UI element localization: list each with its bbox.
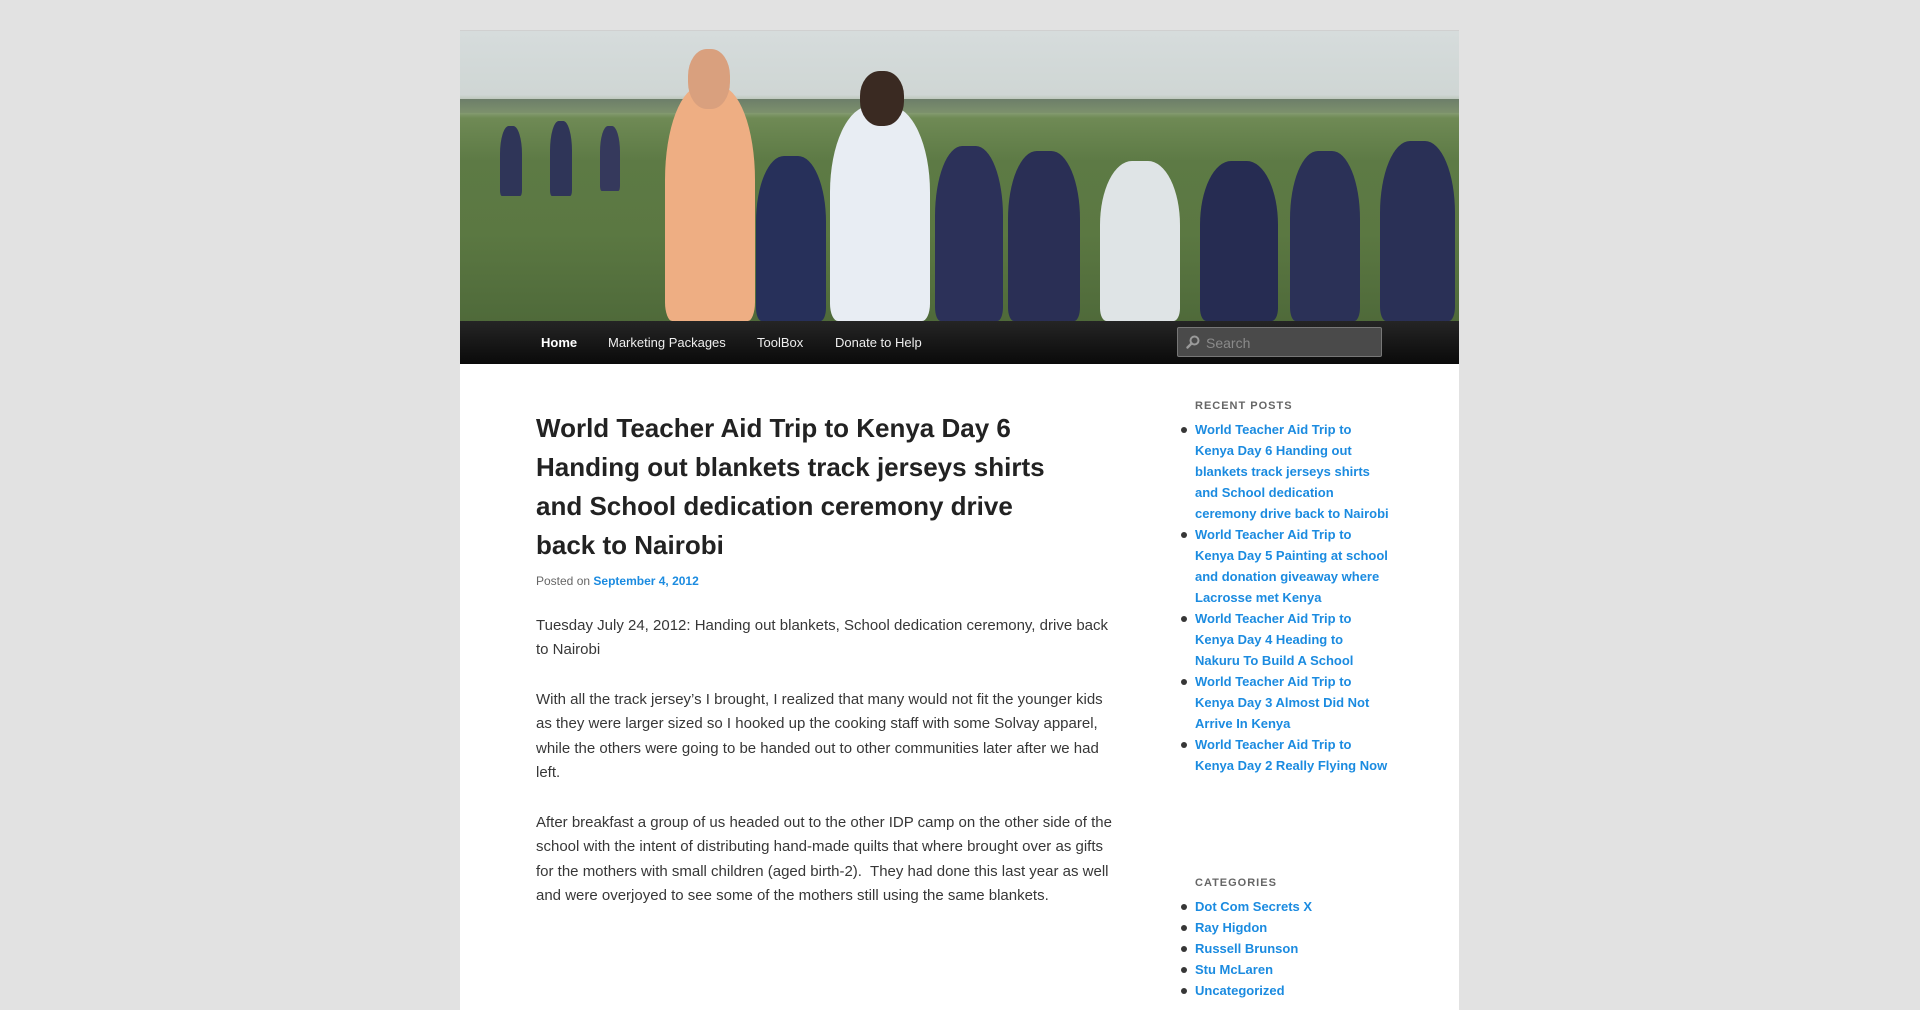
nav-item-donate-to-help[interactable]: Donate to Help [835, 335, 922, 350]
banner-figure [665, 86, 755, 321]
banner-figure [600, 126, 620, 191]
post-date-link[interactable]: September 4, 2012 [593, 574, 699, 588]
banner-figure [550, 121, 572, 196]
recent-post-link[interactable]: World Teacher Aid Trip to Kenya Day 3 Almost Did Not Arrive In Kenya [1195, 671, 1390, 734]
banner-figure [1200, 161, 1278, 321]
category-link[interactable]: Uncategorized [1195, 980, 1390, 1001]
banner-figure [935, 146, 1003, 321]
banner-figure [500, 126, 522, 196]
banner-figure [830, 106, 930, 321]
recent-posts-list [1195, 419, 1390, 776]
banner-treeline [460, 99, 1459, 113]
recent-post-link[interactable]: World Teacher Aid Trip to Kenya Day 5 Painting at school and donation giveaway where Lacrosse met Kenya [1195, 524, 1390, 608]
banner-figure [860, 71, 904, 126]
recent-post-link[interactable]: World Teacher Aid Trip to Kenya Day 4 Heading to Nakuru To Build A School [1195, 608, 1390, 671]
banner-figure [756, 156, 826, 321]
nav-item-toolbox[interactable]: ToolBox [757, 335, 804, 350]
post-meta [536, 574, 699, 588]
banner-figure [1380, 141, 1455, 321]
recent-post-link[interactable]: World Teacher Aid Trip to Kenya Day 2 Really Flying Now [1195, 734, 1390, 776]
recent-post-link[interactable]: World Teacher Aid Trip to Kenya Day 6 Handing out blankets track jerseys shirts and School dedication ceremony drive back to Nairobi [1195, 419, 1390, 524]
page-container [460, 30, 1459, 1010]
banner-figure [688, 49, 730, 109]
main-navigation [460, 321, 1459, 364]
post-title[interactable]: World Teacher Aid Trip to Kenya Day 6 Handing out blankets track jerseys shirts and School dedication ceremony drive back to Nairobi [536, 413, 1045, 560]
categories-heading: CATEGORIES [1195, 877, 1277, 889]
posted-on-label: Posted on [536, 574, 591, 588]
banner-figure [1290, 151, 1360, 321]
category-link[interactable]: Russell Brunson [1195, 938, 1390, 959]
banner-figure [1008, 151, 1080, 321]
nav-item-marketing-packages[interactable]: Marketing Packages [608, 335, 726, 350]
category-link[interactable]: Dot Com Secrets X [1195, 896, 1390, 917]
category-link[interactable]: Stu McLaren [1195, 959, 1390, 980]
category-link[interactable]: Ray Higdon [1195, 917, 1390, 938]
recent-posts-heading: RECENT POSTS [1195, 400, 1293, 412]
banner-figure [1100, 161, 1180, 321]
post-paragraph: Tuesday July 24, 2012: Handing out blankets, School dedication ceremony, drive back to Nairobi [536, 617, 1109, 659]
post-paragraph: After breakfast a group of us headed out to the other IDP camp on the other side of the school with the intent of distributing hand-made quilts that where brought over as gifts for the mothers with small children (aged birth-2). They had done this last year as well and were overjoyed to see some of the mothers still using the same blankets. [536, 814, 1112, 905]
header-banner-image[interactable] [460, 31, 1459, 321]
categories-list [1195, 896, 1390, 1001]
search-box [1177, 327, 1382, 357]
post-paragraph: With all the track jersey’s I brought, I realized that many would not fit the younger kids as they were larger sized so I hooked up the cooking staff with some Solvay apparel, while the others were going to be handed out to other communities later after we had left. [536, 691, 1103, 782]
search-input[interactable] [1204, 330, 1378, 356]
search-icon [1186, 335, 1200, 349]
nav-item-home[interactable]: Home [541, 335, 578, 350]
